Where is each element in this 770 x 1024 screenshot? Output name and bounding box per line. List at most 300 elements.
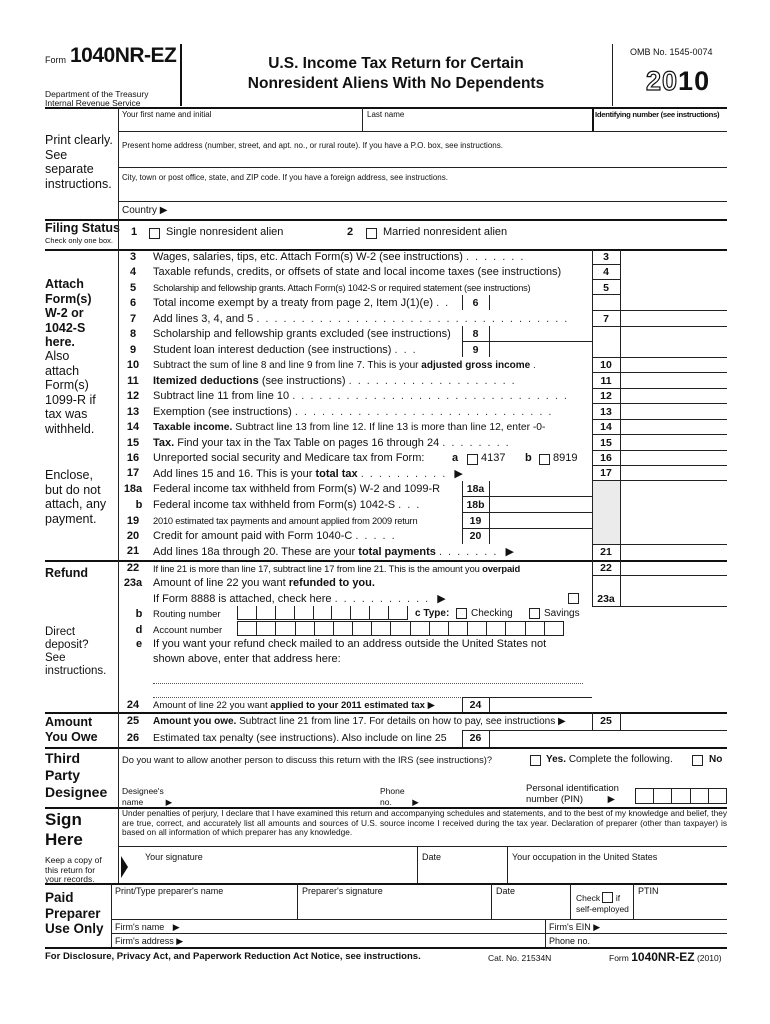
filing-status-title: Filing Status — [45, 221, 120, 235]
omb-number: OMB No. 1545-0074 — [630, 47, 713, 57]
rc-rule — [592, 326, 727, 327]
designee-no-checkbox[interactable] — [692, 755, 703, 766]
arrow-icon: ▶ — [558, 716, 566, 727]
line-num: 4 — [129, 266, 137, 278]
line-text: Add lines 18a through 20. These are your — [153, 546, 356, 558]
line-14-text — [153, 422, 545, 433]
line-4-box[interactable]: 4 — [603, 266, 609, 278]
attach-1099r-note — [45, 349, 96, 436]
direct-deposit-note — [45, 626, 106, 678]
sign-title-line: Here — [45, 830, 83, 849]
designee-title-line: Third — [45, 750, 80, 766]
preparer-divider — [570, 883, 571, 919]
line-num: 8 — [129, 328, 137, 340]
form-4137-checkbox[interactable] — [467, 454, 478, 465]
rc-rule — [462, 730, 727, 731]
savings-checkbox[interactable] — [529, 608, 540, 619]
line-num: 16 — [126, 452, 140, 464]
line-23e-text1: If you want your refund check mailed to an address outside the United States not — [153, 638, 547, 650]
line-num: 24 — [126, 699, 140, 711]
last-name-label: Last name — [367, 110, 405, 119]
form-title-line2: Nonresident Aliens With No Dependents — [247, 75, 545, 92]
yes-bold: Yes. — [546, 754, 567, 765]
line-18b-text: Federal income tax withheld from Form(s) 1042-S ... — [153, 499, 426, 511]
phone-line: no. — [380, 796, 392, 807]
print-clearly-line: Print clearly. — [45, 133, 113, 147]
inner-col-mid — [489, 730, 490, 747]
firm-address-text: Firm's address — [115, 936, 174, 946]
line-16a-label: a — [452, 452, 459, 464]
account-type-label — [415, 608, 449, 619]
line-21-text: Add lines 18a through 20. These are your total payments ....... ▶ — [153, 546, 514, 558]
direct-note-line: deposit? — [45, 639, 89, 651]
id-divider — [592, 107, 594, 131]
city-state-zip-label[interactable]: City, town or post office, state, and ZIP code. If you have a foreign address, see instructions. — [122, 173, 448, 182]
designee-question: Do you want to allow another person to discuss this return with the IRS (see instructions)? — [122, 755, 492, 765]
line-9-text: Student loan interest deduction (see instructions) ... — [153, 344, 422, 356]
line-22-text — [153, 563, 520, 574]
line-num: e — [135, 638, 143, 650]
enclose-note-line: attach, any — [45, 497, 107, 511]
preparer-title-line: Preparer — [45, 905, 101, 921]
designee-name-label[interactable] — [122, 786, 172, 807]
line-26-box[interactable]: 26 — [469, 732, 482, 744]
line-11-text: Itemized deductions (see instructions) ................... — [153, 375, 521, 387]
direct-note-line: Direct — [45, 626, 76, 638]
form-label: Form — [45, 55, 66, 65]
paid-preparer-title — [45, 890, 104, 937]
sign-arrow-icon — [121, 856, 128, 878]
self-employed-text: self-employed — [576, 904, 629, 914]
attach-note-line: Attach — [45, 277, 84, 291]
footer-form-id — [609, 950, 722, 964]
line-7-text: Add lines 3, 4, and 5 ................................... — [153, 313, 574, 325]
keep-copy-line: this return for — [45, 864, 96, 875]
self-employed-checkbox[interactable] — [602, 892, 613, 903]
income-left-border — [118, 249, 119, 560]
footer-form-year: (2010) — [696, 953, 722, 963]
line-10-text: Subtract the sum of line 8 and line 9 from line 7. This is your adjusted gross income . — [153, 360, 542, 371]
line-20-box[interactable]: 20 — [469, 530, 482, 542]
inner-rule — [462, 528, 592, 529]
rc-rule — [592, 264, 620, 265]
line-bold-text: total payments — [358, 546, 436, 558]
ptin-label[interactable]: PTIN — [638, 886, 659, 896]
country-label[interactable]: Country ▶ — [122, 205, 168, 216]
self-employed-label — [576, 892, 629, 915]
line-17-text: Add lines 15 and 16. This is your total tax .......... ▶ — [153, 468, 463, 480]
sign-title-line: Sign — [45, 810, 82, 829]
line-4-text: Taxable refunds, credits, or offsets of state and local income taxes (see instructions) — [153, 266, 562, 278]
designee-left-border — [118, 747, 119, 807]
rc-rule — [592, 606, 727, 607]
arrow-icon: ▶ — [427, 700, 435, 711]
line-num: 11 — [127, 375, 139, 387]
attach-note-line: Form(s) — [45, 291, 92, 306]
tax-year-solid: 10 — [678, 66, 711, 96]
attach-note-line: tax was — [45, 407, 88, 421]
rule-owe-end — [45, 747, 727, 749]
line-num: 5 — [129, 282, 137, 294]
line-23e-text2: shown above, enter that address here: — [153, 653, 341, 665]
form-8919-checkbox[interactable] — [539, 454, 550, 465]
line-num: 9 — [129, 344, 137, 356]
perjury-statement: Under penalties of perjury, I declare that I have examined this return and accompanying schedules and statements, and to the best of my knowledge and belief, they are true, correct, and accurately list all amounts and sources of U.S. source income I received during the tax year. Declaration of preparer (other than taxpayer) is based on all information of which preparer has any knowledge. — [122, 808, 727, 837]
savings-label: Savings — [544, 608, 580, 619]
attach-note-line: attach — [45, 363, 80, 378]
line-num: 23a — [123, 577, 143, 589]
print-clearly-line: separate — [45, 162, 94, 176]
line-26-text: Estimated tax penalty (see instructions). Also include on line 25 — [153, 732, 447, 744]
line-bold-text: Amount you owe. — [153, 716, 237, 727]
line-25-text — [153, 716, 566, 727]
inner-col-mid — [489, 295, 490, 310]
line-24-text — [153, 700, 435, 711]
enclose-note-line: payment. — [45, 511, 97, 526]
line-num: 25 — [126, 715, 140, 727]
tax-year-outline: 20 — [646, 66, 679, 96]
line-text: Credit for amount paid with Form 1040-C — [153, 530, 353, 542]
line-bold-text: overpaid — [482, 563, 521, 574]
account-number-label: Account number — [153, 625, 223, 636]
line-text: Federal income tax withheld from Form(s) 1042-S — [153, 499, 396, 511]
line-num: 15 — [126, 437, 140, 449]
line-num: 14 — [126, 421, 140, 433]
designee-no-label: No — [709, 754, 723, 765]
arrow-icon: ▶ — [593, 922, 601, 932]
rule-perjury — [118, 846, 727, 847]
designee-name-line: name — [122, 796, 144, 807]
third-party-title — [45, 750, 107, 801]
line-text: Student loan interest deduction (see instructions) — [153, 344, 392, 356]
arrow-icon: ▶ — [176, 936, 184, 946]
line-text: Subtract the sum of line 8 and line 9 from line 7. This is your — [153, 360, 419, 371]
irs-label: Internal Revenue Service — [45, 98, 141, 108]
line-16-text: Unreported social security and Medicare tax from Form: — [153, 452, 425, 464]
line-10-box[interactable]: 10 — [600, 359, 612, 371]
rc-rule — [592, 419, 727, 420]
form-4137-label: 4137 — [481, 452, 506, 464]
rule-income-end — [45, 560, 727, 562]
firm-ein-label[interactable] — [549, 922, 600, 933]
right-column-mid — [620, 249, 621, 560]
line-18a-box[interactable]: 18a — [466, 483, 485, 495]
form-8888-checkbox[interactable] — [568, 593, 579, 604]
line-25-box[interactable]: 25 — [600, 715, 612, 727]
designee-title-line: Party — [45, 767, 81, 783]
preparer-left-border — [111, 883, 112, 947]
rule-24 — [462, 697, 592, 698]
form-title-line1: U.S. Income Tax Return for Certain — [268, 55, 524, 72]
line-16b-label: b — [525, 452, 532, 464]
attach-note-line: W-2 or — [45, 306, 84, 320]
sign-date-divider — [417, 846, 418, 883]
line-14-box[interactable]: 14 — [600, 421, 612, 433]
preparer-title-line: Paid — [45, 890, 74, 905]
disclosure-notice: For Disclosure, Privacy Act, and Paperwork Reduction Act Notice, see instructions. — [45, 951, 421, 962]
enclose-payment-note — [45, 468, 106, 526]
attach-note-line: Also — [45, 349, 70, 363]
rule-city — [118, 201, 727, 202]
line-text: Amount of line 22 you want — [153, 700, 268, 711]
inner-rule — [462, 496, 592, 497]
line-num: d — [135, 624, 143, 636]
checking-label: Checking — [471, 608, 513, 619]
line-23a-text — [153, 577, 375, 589]
line-8-box[interactable]: 8 — [472, 328, 479, 340]
yes-rest: Complete the following. — [568, 754, 673, 765]
print-clearly-line: instructions. — [45, 176, 112, 191]
designee-yes-label — [546, 754, 673, 765]
header-divider-right — [612, 44, 613, 106]
arrow-icon: ▶ — [172, 922, 180, 932]
line-text: Wages, salaries, tips, etc. Attach Form(s) W-2 (see instructions) — [153, 251, 463, 263]
line-12-box[interactable]: 12 — [600, 390, 612, 402]
rc-rule — [592, 465, 727, 466]
right-column-mid — [620, 712, 621, 730]
inner-rule — [462, 341, 592, 342]
line-bold-text: total tax — [315, 468, 358, 480]
rule-header — [45, 107, 727, 109]
rc-shade — [593, 481, 620, 544]
line-num: 18a — [123, 483, 143, 495]
address-entry-line[interactable] — [153, 683, 583, 684]
line-num: 21 — [126, 545, 140, 557]
filing-status-subtitle: Check only one box. — [45, 236, 113, 245]
filing-option-2-num: 2 — [347, 226, 354, 238]
line-text: Subtract line 21 from line 17. For details on how to pay, see instructions — [239, 716, 556, 727]
designee-title-line: Designee — [45, 784, 108, 800]
line-num: b — [135, 499, 143, 511]
attach-note-line: here. — [45, 335, 75, 349]
line-text: Subtract line 11 from line 10 — [153, 390, 290, 402]
form-8919-label: 8919 — [553, 452, 578, 464]
pin-line: number (PIN) — [526, 794, 584, 805]
preparer-signature-label[interactable]: Preparer's signature — [302, 886, 383, 896]
rule-country — [45, 219, 727, 221]
attach-forms-note — [45, 277, 92, 350]
rule-name — [118, 131, 727, 132]
line-num: 13 — [126, 406, 140, 418]
line-num: 19 — [126, 515, 140, 527]
arrow-icon: ▶ — [437, 593, 446, 605]
preparer-divider — [633, 883, 634, 919]
line-9-box[interactable]: 9 — [472, 344, 479, 356]
inner-col-mid — [489, 697, 490, 712]
direct-note-line: See — [45, 652, 66, 664]
line-18a-text: Federal income tax withheld from Form(s) W-2 and 1099-R — [153, 483, 441, 495]
arrow-icon: ▶ — [607, 794, 615, 805]
line-text: Add lines 3, 4, and 5 — [153, 313, 254, 325]
line-bold-text: applied to your 2011 estimated tax — [270, 700, 425, 711]
account-number-field[interactable] — [237, 621, 564, 636]
line-num: 20 — [126, 530, 140, 542]
refund-title: Refund — [45, 566, 89, 580]
print-clearly-note — [45, 133, 113, 191]
amount-you-owe-title — [45, 715, 98, 745]
firm-ein-text: Firm's EIN — [549, 922, 591, 932]
type-label: c Type: — [415, 608, 450, 619]
firm-address-label[interactable] — [115, 936, 183, 947]
routing-number-field[interactable] — [237, 606, 408, 620]
name-divider — [362, 107, 363, 131]
preparer-date-label[interactable]: Date — [496, 886, 516, 896]
designee-phone-label[interactable] — [380, 786, 419, 807]
line-bold-text: adjusted gross income — [421, 360, 531, 371]
sign-left-border — [118, 807, 119, 883]
line-23a-box[interactable]: 23a — [597, 593, 615, 605]
sign-date-label[interactable]: Date — [422, 852, 442, 862]
rc-rule — [592, 403, 727, 404]
form-number: 1040NR-EZ — [70, 44, 177, 67]
attach-note-line: 1042-S — [45, 320, 86, 335]
line-19-text: 2010 estimated tax payments and amount applied from 2009 return — [153, 516, 418, 526]
rule-sign-end — [45, 883, 727, 885]
enclose-note-line: but do not — [45, 482, 101, 497]
footer-form-number: 1040NR-EZ — [631, 950, 695, 964]
line-3-box[interactable]: 3 — [603, 251, 609, 263]
preparer-name-label[interactable]: Print/Type preparer's name — [115, 886, 224, 896]
rc-rule — [592, 310, 727, 311]
line-15-box[interactable]: 15 — [600, 437, 612, 449]
line-text: Find your tax in the Tax Table on pages 16 through 24 — [177, 437, 440, 449]
attach-note-line: withheld. — [45, 421, 95, 436]
line-text: If line 21 is more than line 17, subtract line 17 from line 21. This is the amount you — [153, 563, 480, 574]
line-11-box[interactable]: 11 — [600, 375, 612, 387]
enclose-note-line: Enclose, — [45, 468, 93, 482]
rc-rule — [592, 575, 727, 576]
line-text: Total income exempt by a treaty from page 2, Item J(1)(e) — [153, 297, 434, 309]
rc-rule — [592, 544, 727, 545]
rc-rule — [592, 388, 727, 389]
filing-option-1-num: 1 — [131, 226, 138, 238]
firm-name-label[interactable] — [115, 922, 180, 933]
line-8-text: Scholarship and fellowship grants excluded (see instructions) — [153, 328, 451, 340]
preparer-title-line: Use Only — [45, 921, 104, 936]
line-text: (see instructions) — [261, 375, 346, 387]
pin-line: Personal identification — [526, 783, 619, 794]
keep-copy-line: Keep a copy of — [45, 855, 102, 865]
check-text: Check — [576, 893, 601, 903]
filing-option-2-label: Married nonresident alien — [383, 226, 508, 238]
sign-here-title — [45, 810, 83, 850]
line-num: 22 — [126, 562, 140, 574]
filing-status-divider — [118, 219, 119, 249]
rule-preparer-end — [45, 947, 727, 949]
line-19-box[interactable]: 19 — [469, 515, 482, 527]
line-22-box[interactable]: 22 — [600, 562, 612, 574]
owe-title-line: Amount — [45, 715, 93, 729]
rc-rule — [592, 279, 620, 280]
rc-rule — [592, 450, 727, 451]
identifying-number-label: Identifying number (see instructions) — [595, 110, 720, 119]
line-5-text: Scholarship and fellowship grants. Attach Form(s) 1042-S or required statement (see instructions) — [153, 283, 531, 293]
firm-name-text: Firm's name — [115, 922, 165, 932]
direct-note-line: instructions. — [45, 665, 107, 677]
line-text: Amount of line 22 you want — [153, 577, 286, 589]
single-checkbox[interactable] — [149, 228, 160, 239]
rule-preparer-2 — [111, 933, 727, 934]
occupation-divider — [507, 846, 508, 883]
catalog-number: Cat. No. 21534N — [488, 953, 552, 963]
designee-pin-label — [526, 783, 619, 805]
your-signature-label[interactable]: Your signature — [145, 852, 203, 862]
arrow-icon: ▶ — [412, 796, 419, 807]
preparer-phone-label[interactable]: Phone no. — [549, 936, 591, 946]
checking-checkbox[interactable] — [456, 608, 467, 619]
phone-line: Phone — [380, 786, 405, 796]
arrow-icon: ▶ — [505, 546, 514, 558]
tax-year — [646, 66, 710, 97]
line-text: Add lines 15 and 16. This is your — [153, 468, 313, 480]
line-6-box[interactable]: 6 — [472, 297, 479, 309]
designee-name-line: Designee's — [122, 786, 164, 796]
line-17-box[interactable]: 17 — [600, 467, 612, 479]
attach-note-line: 1099-R if — [45, 392, 96, 407]
rule-address — [118, 167, 727, 168]
line-3-text: Wages, salaries, tips, etc. Attach Form(s) W-2 (see instructions) ....... — [153, 251, 530, 263]
line-20-text: Credit for amount paid with Form 1040-C ..... — [153, 530, 401, 542]
line-num: 17 — [126, 467, 140, 479]
designee-pin-field[interactable] — [635, 788, 727, 804]
footer-form-prefix: Form — [609, 953, 629, 963]
line-16-box[interactable]: 16 — [600, 452, 612, 464]
line-13-box[interactable]: 13 — [600, 406, 612, 418]
line-bold-text: Taxable income. — [153, 422, 233, 433]
line-num: 26 — [126, 732, 140, 744]
line-21-box[interactable]: 21 — [600, 546, 612, 558]
designee-yes-checkbox[interactable] — [530, 755, 541, 766]
line-15-text: Tax. Find your tax in the Tax Table on pages 16 through 24 ........ — [153, 437, 515, 449]
rc-rule — [592, 294, 620, 295]
line-5-box[interactable]: 5 — [603, 282, 609, 294]
owe-left-border — [118, 712, 119, 747]
keep-copy-note — [45, 856, 102, 885]
line-num: 6 — [129, 297, 137, 309]
line-num: 10 — [126, 359, 140, 371]
rc-rule — [592, 357, 727, 358]
occupation-label[interactable]: Your occupation in the United States — [512, 852, 658, 862]
routing-number-label: Routing number — [153, 609, 221, 620]
line-bold-text: Itemized deductions — [153, 375, 259, 387]
arrow-icon: ▶ — [454, 468, 463, 480]
line-text: Exemption (see instructions) — [153, 406, 292, 418]
preparer-divider — [491, 883, 492, 919]
name-section-left — [118, 107, 119, 219]
inner-rule — [462, 512, 592, 513]
line-23a-form8888: If Form 8888 is attached, check here ........... ▶ — [153, 593, 446, 605]
arrow-icon: ▶ — [165, 796, 173, 807]
line-num: 7 — [129, 313, 137, 325]
rc-rule — [592, 372, 727, 373]
line-24-box[interactable]: 24 — [469, 699, 482, 711]
line-12-text: Subtract line 11 from line 10 ............................... — [153, 390, 573, 402]
line-num: 3 — [129, 251, 137, 263]
line-6-text: Total income exempt by a treaty from page 2, Item J(1)(e) .. — [153, 297, 455, 309]
home-address-label[interactable]: Present home address (number, street, and apt. no., or rural route). If you have a P.O. box, see instructions. — [122, 141, 503, 150]
line-18b-box[interactable]: 18b — [466, 499, 485, 511]
married-checkbox[interactable] — [366, 228, 377, 239]
rule-preparer-1 — [111, 919, 727, 920]
owe-title-line: You Owe — [45, 730, 98, 744]
department: Department of the Treasury — [45, 89, 149, 99]
line-text: Subtract line 13 from line 12. If line 13 is more than line 12, enter -0- — [235, 422, 546, 433]
keep-copy-line: your records. — [45, 874, 95, 884]
rc-rule — [592, 434, 727, 435]
line-text: If Form 8888 is attached, check here — [153, 593, 332, 605]
line-7-box[interactable]: 7 — [603, 313, 609, 325]
if-text: if — [615, 893, 621, 903]
